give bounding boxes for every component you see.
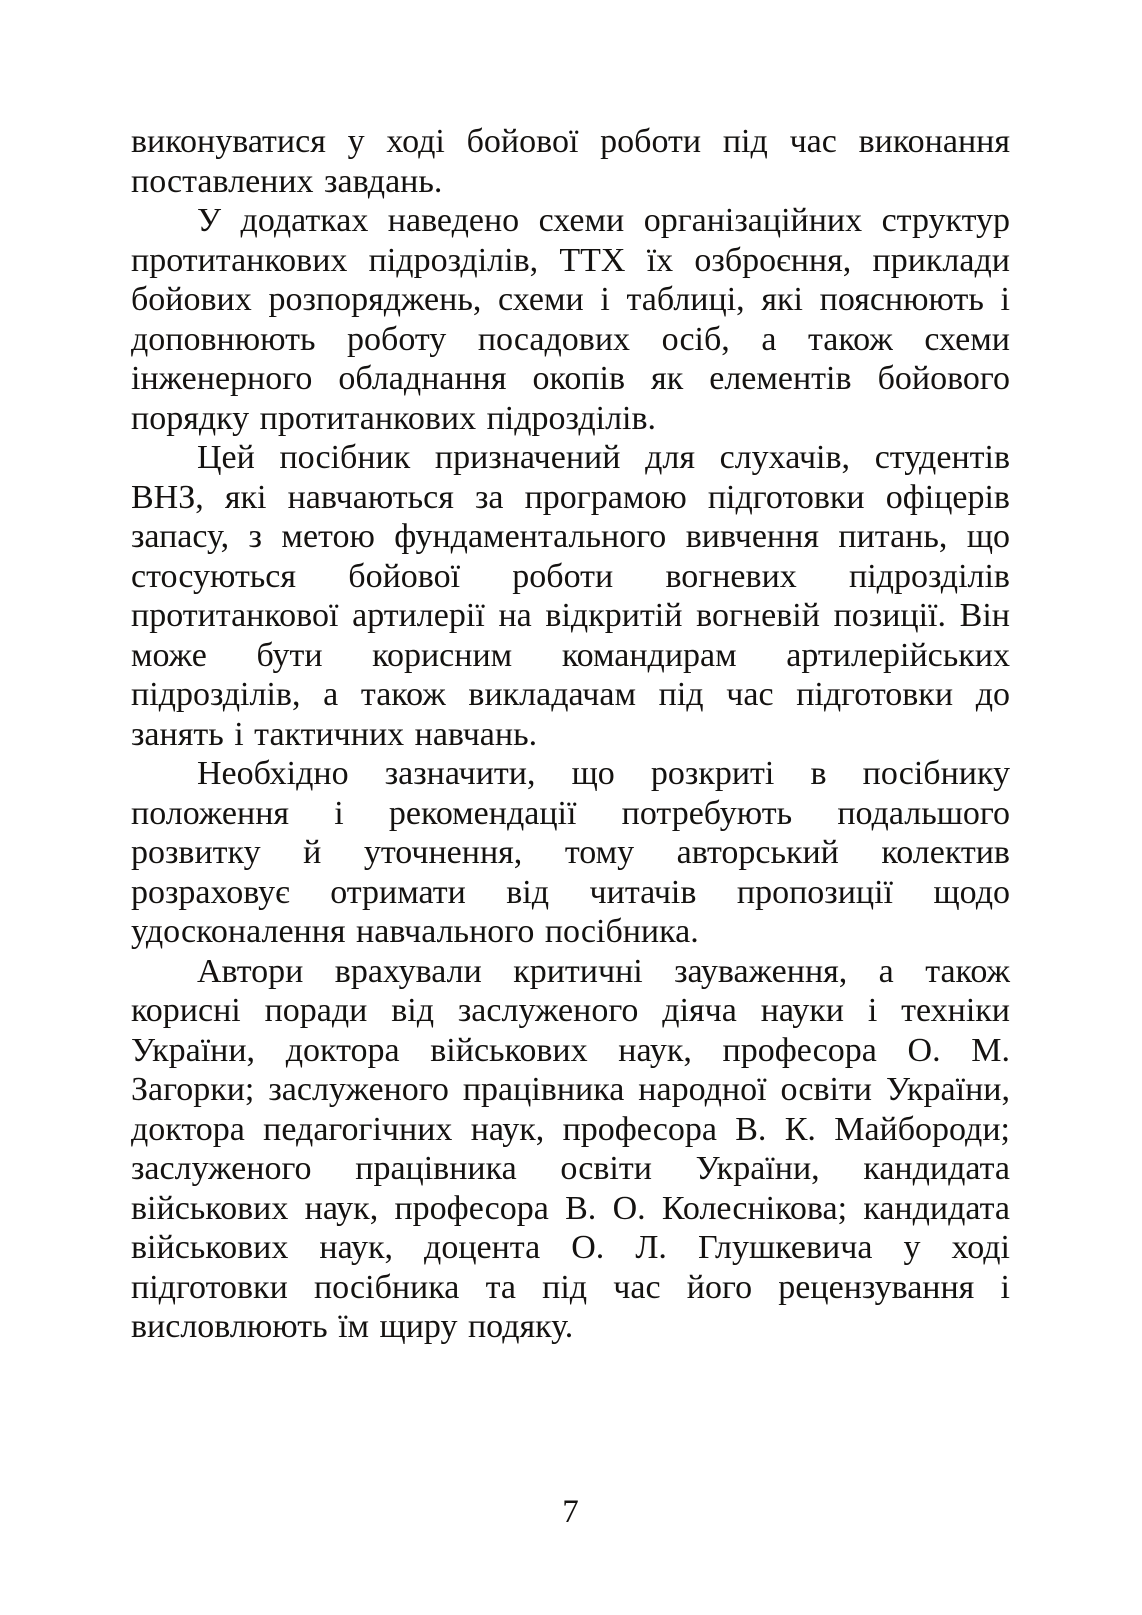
- paragraph-acknowledgements: Автори врахували критичні зауваження, а також корисні поради від заслуженого діяча науки і техніки України, доктора військових наук, професора О. М. Загорки; заслуженого працівника народної освіти України, доктора педагогічних наук, професора В. К. Майбороди; заслуженого працівника освіти України, кандидата військових наук, професора В. О. Колеснікова; кандидата військових наук, доцента О. Л. Глушкевича у ході підготовки посібника та під час його рецензування і висловлюють їм щиру подяку.: [131, 952, 1010, 1345]
- paragraph-appendices: У додатках наведено схеми організаційних структур протитанкових підрозділів, ТТХ їх озброєння, приклади бойових розпоряджень, схеми і таблиці, які пояснюють і доповнюють роботу посадових осіб, а також схеми інженерного обладнання окопів як елементів бойового порядку протитанкових підрозділів.: [131, 202, 1010, 437]
- page-number: 7: [562, 1494, 579, 1530]
- paragraph-note: Необхідно зазначити, що розкриті в посібнику положення і рекомендації потребують подальшого розвитку й уточнення, тому авторський колектив розраховує отримати від читачів пропозиції щодо удосконалення навчального посібника.: [131, 755, 1010, 950]
- paragraph-audience: Цей посібник призначений для слухачів, студентів ВНЗ, які навчаються за програмою підготовки офіцерів запасу, з метою фундаментального вивчення питань, що стосуються бойової роботи вогневих підрозділів протитанкової артилерії на відкритій вогневій позиції. Він може бути корисним командирам артилерійських підрозділів, а також викладачам під час підготовки до занять і тактичних навчань.: [131, 439, 1010, 753]
- paragraph-continuation: виконуватися у ході бойової роботи під час виконання поставлених завдань.: [131, 123, 1010, 200]
- body-text: [131, 122, 1010, 1347]
